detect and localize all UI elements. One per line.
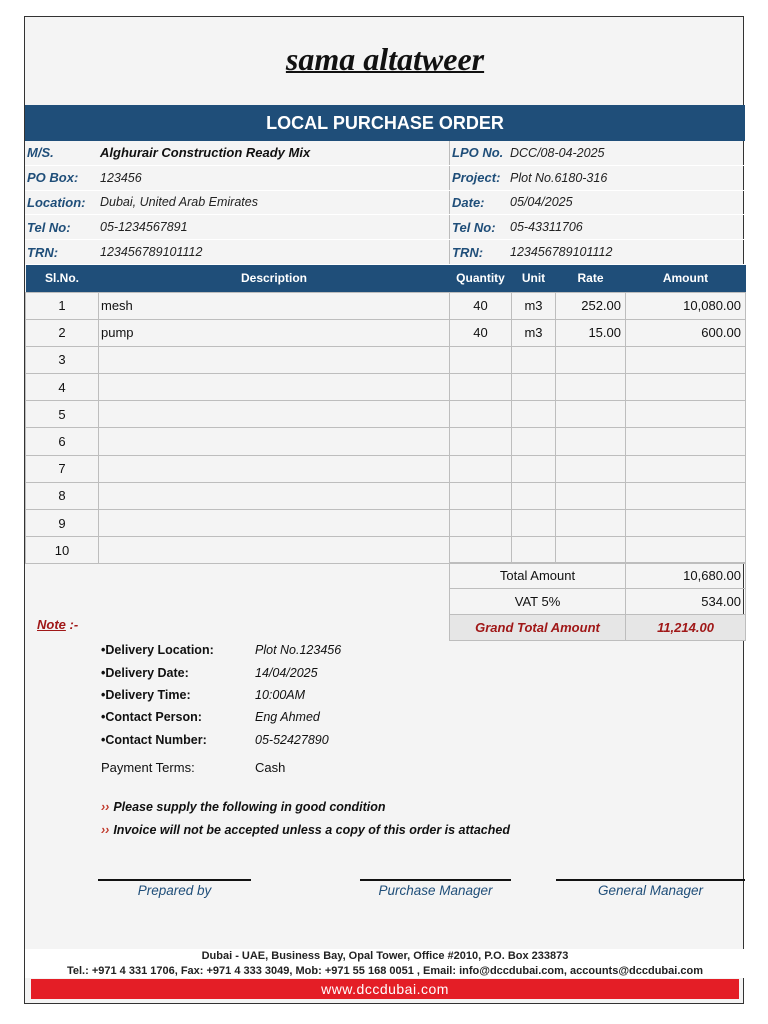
purchase-order-sheet xyxy=(24,16,744,1004)
detail-label: •Contact Person: xyxy=(101,710,202,725)
info-label: Project: xyxy=(452,170,501,186)
info-label: M/S. xyxy=(27,145,54,161)
row-description xyxy=(99,537,450,564)
info-value: 123456789101112 xyxy=(100,245,203,260)
row-unit: m3 xyxy=(512,319,556,346)
info-label: TRN: xyxy=(27,244,59,260)
row-quantity xyxy=(450,510,512,537)
grand-total-label: Grand Total Amount xyxy=(450,615,626,641)
table-row xyxy=(26,292,746,319)
row-description xyxy=(99,401,450,428)
detail-value: 05-52427890 xyxy=(255,732,329,747)
detail-label: •Contact Number: xyxy=(101,732,207,747)
row-rate xyxy=(556,482,626,509)
row-amount xyxy=(626,482,746,509)
row-slno: 4 xyxy=(26,374,99,401)
footer-website[interactable]: www.dccdubai.com xyxy=(31,979,739,999)
grand-total-value: 11,214.00 xyxy=(626,615,746,641)
info-label: Tel No: xyxy=(452,219,496,235)
row-amount xyxy=(626,455,746,482)
row-unit xyxy=(512,537,556,564)
total-amount-row xyxy=(450,563,746,589)
double-chevron-right-icon: ›› xyxy=(101,799,110,814)
table-row xyxy=(26,374,746,401)
info-label: PO Box: xyxy=(27,170,79,186)
info-value: Dubai, United Arab Emirates xyxy=(100,195,258,210)
table-row xyxy=(26,510,746,537)
table-row xyxy=(26,482,746,509)
vat-value: 534.00 xyxy=(626,589,746,615)
row-unit xyxy=(512,428,556,455)
info-label: Date: xyxy=(452,194,485,210)
info-row-date xyxy=(449,191,745,216)
table-row xyxy=(26,428,746,455)
remark-text: Please supply the following in good condition xyxy=(113,799,386,814)
row-slno: 7 xyxy=(26,455,99,482)
column-header-slno: Sl.No. xyxy=(26,265,99,292)
row-amount: 10,080.00 xyxy=(626,292,746,319)
row-rate: 252.00 xyxy=(556,292,626,319)
supplier-info xyxy=(25,141,449,265)
info-value: Plot No.6180-316 xyxy=(510,170,608,185)
info-label: Location: xyxy=(27,194,86,210)
row-quantity xyxy=(450,482,512,509)
table-row xyxy=(26,346,746,373)
row-unit: m3 xyxy=(512,292,556,319)
row-description xyxy=(99,428,450,455)
detail-row xyxy=(101,706,341,728)
row-description xyxy=(99,374,450,401)
row-description: mesh xyxy=(99,292,450,319)
order-info xyxy=(449,141,745,265)
table-row xyxy=(26,537,746,564)
row-unit xyxy=(512,510,556,537)
note-label: Note xyxy=(37,617,66,632)
row-amount xyxy=(626,510,746,537)
row-quantity: 40 xyxy=(450,292,512,319)
row-quantity xyxy=(450,455,512,482)
row-rate xyxy=(556,346,626,373)
info-row-trn xyxy=(25,240,449,265)
detail-label: •Delivery Time: xyxy=(101,687,191,702)
info-value: 123456 xyxy=(100,170,142,185)
row-slno: 8 xyxy=(26,482,99,509)
table-row xyxy=(26,401,746,428)
detail-label: •Delivery Location: xyxy=(101,643,214,658)
info-label: TRN: xyxy=(452,244,484,260)
column-header-unit: Unit xyxy=(512,265,556,292)
payment-terms-value: Cash xyxy=(255,760,286,775)
info-value: 123456789101112 xyxy=(510,245,613,260)
column-header-amount: Amount xyxy=(626,265,746,292)
row-description: pump xyxy=(99,319,450,346)
column-header-rate: Rate xyxy=(556,265,626,292)
row-rate xyxy=(556,510,626,537)
row-amount: 600.00 xyxy=(626,319,746,346)
row-quantity xyxy=(450,346,512,373)
detail-value: Plot No.123456 xyxy=(255,643,342,658)
vat-row xyxy=(450,589,746,615)
purchase-manager-label: Purchase Manager xyxy=(378,883,493,898)
info-label: Tel No: xyxy=(27,219,71,235)
row-slno: 1 xyxy=(26,292,99,319)
row-quantity: 40 xyxy=(450,319,512,346)
info-row-project xyxy=(449,166,745,191)
row-unit xyxy=(512,374,556,401)
info-row-ms xyxy=(25,141,449,166)
items-table xyxy=(25,265,746,564)
table-row xyxy=(26,319,746,346)
delivery-details xyxy=(101,639,341,751)
row-description xyxy=(99,455,450,482)
row-quantity xyxy=(450,428,512,455)
row-quantity xyxy=(450,374,512,401)
row-amount xyxy=(626,374,746,401)
order-remarks xyxy=(101,795,510,841)
row-rate xyxy=(556,455,626,482)
row-quantity xyxy=(450,401,512,428)
payment-terms-label: Payment Terms: xyxy=(101,760,195,775)
info-value: 05-43311706 xyxy=(510,220,583,235)
column-header-description: Description xyxy=(99,265,450,292)
purchase-manager-signature-line xyxy=(360,879,511,881)
payment-terms xyxy=(101,760,285,775)
row-slno: 2 xyxy=(26,319,99,346)
row-amount xyxy=(626,401,746,428)
info-row-pobox xyxy=(25,166,449,191)
table-row xyxy=(26,455,746,482)
row-slno: 10 xyxy=(26,537,99,564)
detail-row xyxy=(101,661,341,683)
row-unit xyxy=(512,482,556,509)
info-value: 05-1234567891 xyxy=(100,220,188,235)
info-row-location xyxy=(25,191,449,216)
info-value: DCC/08-04-2025 xyxy=(510,145,605,160)
row-slno: 9 xyxy=(26,510,99,537)
info-label: LPO No. xyxy=(452,145,504,161)
info-row-lpo xyxy=(449,141,745,166)
double-chevron-right-icon: ›› xyxy=(101,822,110,837)
info-value: 05/04/2025 xyxy=(510,195,573,210)
row-rate xyxy=(556,537,626,564)
footer-address: Dubai - UAE, Business Bay, Opal Tower, Office #2010, P.O. Box 233873 xyxy=(25,949,745,964)
totals-table xyxy=(449,562,746,641)
total-amount-value: 10,680.00 xyxy=(626,563,746,589)
row-rate xyxy=(556,428,626,455)
detail-row xyxy=(101,639,341,661)
row-slno: 6 xyxy=(26,428,99,455)
row-rate xyxy=(556,374,626,401)
row-unit xyxy=(512,401,556,428)
table-header-row xyxy=(26,265,746,292)
row-slno: 5 xyxy=(26,401,99,428)
company-name: sama altatweer xyxy=(285,41,485,77)
note-suffix: :- xyxy=(65,617,79,632)
row-amount xyxy=(626,346,746,373)
row-unit xyxy=(512,455,556,482)
prepared-by-signature-line xyxy=(98,879,251,881)
total-amount-label: Total Amount xyxy=(450,563,626,589)
remark-line xyxy=(101,795,510,818)
column-header-quantity: Quantity xyxy=(450,265,512,292)
row-amount xyxy=(626,537,746,564)
grand-total-row xyxy=(450,615,746,641)
row-slno: 3 xyxy=(26,346,99,373)
detail-label: •Delivery Date: xyxy=(101,665,189,680)
detail-value: 14/04/2025 xyxy=(255,665,318,680)
remark-line xyxy=(101,818,510,841)
row-description xyxy=(99,482,450,509)
prepared-by-label: Prepared by xyxy=(137,883,212,898)
note-heading xyxy=(37,617,78,632)
row-amount xyxy=(626,428,746,455)
detail-value: 10:00AM xyxy=(255,687,306,702)
info-value: Alghurair Construction Ready Mix xyxy=(100,145,311,161)
detail-row xyxy=(101,729,341,751)
general-manager-signature-line xyxy=(556,879,745,881)
detail-value: Eng Ahmed xyxy=(255,710,320,725)
info-row-tel xyxy=(449,215,745,240)
vat-label: VAT 5% xyxy=(450,589,626,615)
info-row-tel xyxy=(25,215,449,240)
footer-contacts: Tel.: +971 4 331 1706, Fax: +971 4 333 3049, Mob: +971 55 168 0051 , Email: info@dccdubai.com, accounts@dccdubai.com xyxy=(25,964,745,978)
row-description xyxy=(99,510,450,537)
row-rate xyxy=(556,401,626,428)
row-rate: 15.00 xyxy=(556,319,626,346)
detail-row xyxy=(101,684,341,706)
document-title: LOCAL PURCHASE ORDER xyxy=(25,105,745,141)
row-unit xyxy=(512,346,556,373)
row-quantity xyxy=(450,537,512,564)
row-description xyxy=(99,346,450,373)
remark-text: Invoice will not be accepted unless a copy of this order is attached xyxy=(113,822,510,837)
info-row-trn xyxy=(449,240,745,265)
general-manager-label: General Manager xyxy=(597,883,704,898)
